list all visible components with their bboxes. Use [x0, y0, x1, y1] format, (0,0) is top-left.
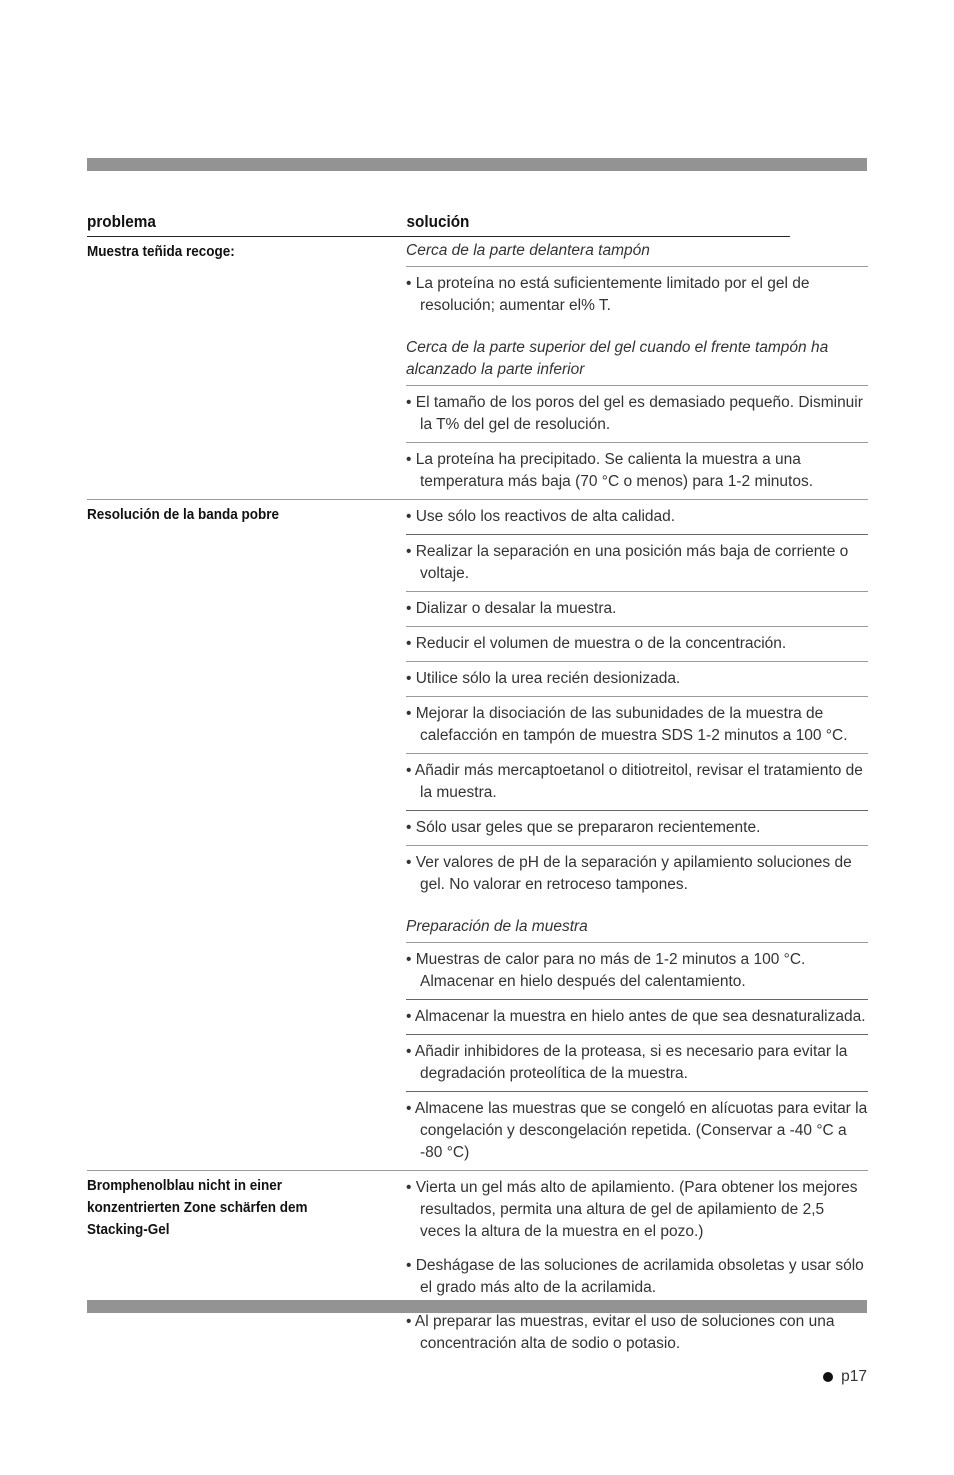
table-header — [87, 208, 790, 237]
solution-item: • Mejorar la disociación de las subunidades de la muestra de calefacción en tampón de muestra SDS 1-2 minutos a 100 °C. — [406, 697, 868, 754]
header-solution: solución — [406, 212, 470, 231]
solution-item: • Añadir inhibidores de la proteasa, si es necesario para evitar la degradación proteolítica de la muestra. — [406, 1035, 868, 1092]
page-number — [823, 1368, 867, 1386]
page-number-label: p17 — [841, 1368, 867, 1385]
solution-subheading: Preparación de la muestra — [406, 902, 868, 943]
solution-list — [406, 500, 868, 1170]
solution-item: • Añadir más mercaptoetanol o ditiotreitol, revisar el tratamiento de la muestra. — [406, 754, 868, 811]
problem-label: Muestra teñida recoge: — [87, 243, 235, 260]
problem-group — [87, 1170, 868, 1361]
problem-group — [87, 237, 868, 499]
solution-item: • Use sólo los reactivos de alta calidad. — [406, 500, 868, 535]
solution-item: • Sólo usar geles que se prepararon recientemente. — [406, 811, 868, 846]
solution-item: • Deshágase de las soluciones de acrilamida obsoletas y usar sólo el grado más alto de la acrilamida. — [406, 1257, 864, 1296]
problem-group — [87, 499, 868, 1170]
bullet-dot-icon — [823, 1372, 833, 1382]
solution-item: • Utilice sólo la urea recién desionizada. — [406, 662, 868, 697]
solution-item: • Al preparar las muestras, evitar el uso de soluciones con una concentración alta de sodio o potasio. — [406, 1313, 835, 1352]
solution-item: • Muestras de calor para no más de 1-2 minutos a 100 °C. Almacenar en hielo después del calentamiento. — [406, 943, 868, 1000]
problem-label: Resolución de la banda pobre — [87, 506, 280, 523]
solution-item: • Almacenar la muestra en hielo antes de que sea desnaturalizada. — [406, 1000, 868, 1035]
troubleshooting-table — [87, 237, 868, 1361]
top-divider-bar — [87, 158, 867, 171]
solution-item: • Ver valores de pH de la separación y apilamiento soluciones de gel. No valorar en retroceso tampones. — [406, 854, 852, 893]
solution-item: • La proteína no está suficientemente limitado por el gel de resolución; aumentar el% T. — [406, 275, 810, 314]
solution-list — [406, 1171, 868, 1361]
solution-list — [406, 237, 868, 499]
solution-subheading: Cerca de la parte superior del gel cuando el frente tampón ha alcanzado la parte inferior — [406, 323, 868, 386]
solution-item: • Realizar la separación en una posición más baja de corriente o voltaje. — [406, 535, 868, 592]
problem-label: Bromphenolblau nicht in einer konzentrierten Zone schärfen dem Stacking-Gel — [87, 1177, 308, 1238]
solution-item: • El tamaño de los poros del gel es demasiado pequeño. Disminuir la T% del gel de resolución. — [406, 386, 868, 443]
bottom-divider-bar — [87, 1300, 867, 1313]
solution-item: • Dializar o desalar la muestra. — [406, 592, 868, 627]
header-problem: problema — [87, 212, 156, 231]
solution-item: • Vierta un gel más alto de apilamiento. (Para obtener los mejores resultados, permita una altura de gel de apilamiento de 2,5 veces la altura de la muestra en el pozo.) — [406, 1179, 858, 1240]
solution-item: • Reducir el volumen de muestra o de la concentración. — [406, 627, 868, 662]
solution-item: • La proteína ha precipitado. Se calienta la muestra a una temperatura más baja (70 °C o menos) para 1-2 minutos. — [406, 451, 814, 490]
solution-item: • Almacene las muestras que se congeló en alícuotas para evitar la congelación y descongelación repetida. (Conservar a -40 °C a -80 °C) — [406, 1100, 868, 1161]
solution-subheading: Cerca de la parte delantera tampón — [406, 237, 868, 267]
